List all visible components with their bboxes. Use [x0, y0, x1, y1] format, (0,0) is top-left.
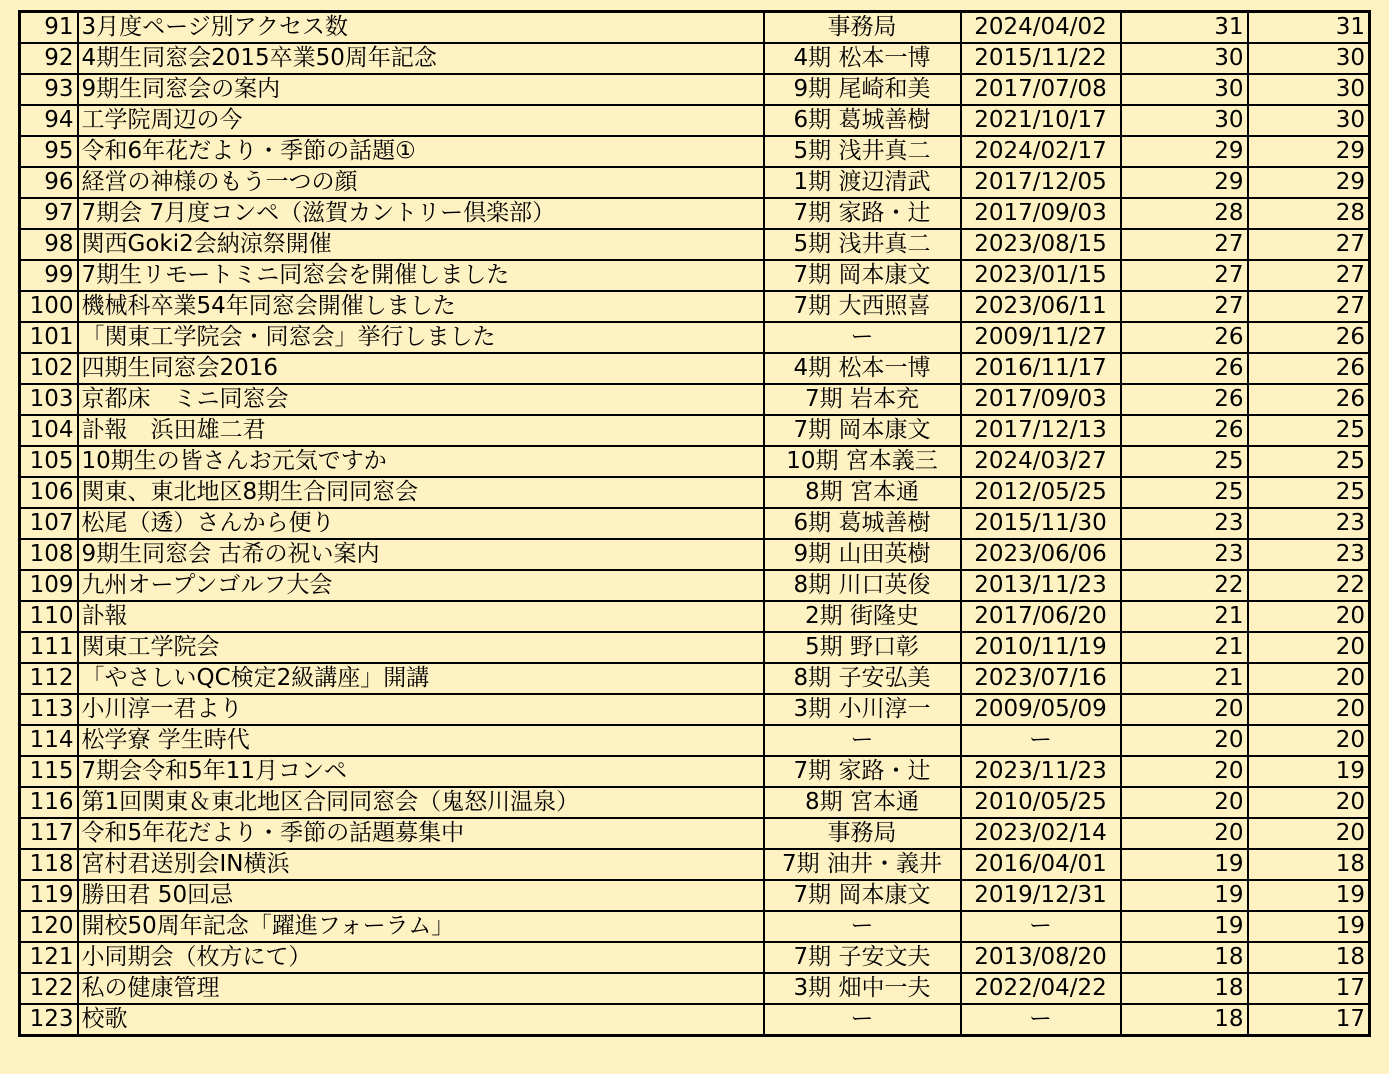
- page-title-cell: 3月度ページ別アクセス数: [78, 12, 764, 44]
- date-cell: 2017/07/08: [961, 74, 1121, 105]
- total-count-cell: 20: [1121, 725, 1248, 756]
- view-count-cell: 20: [1248, 632, 1370, 663]
- author-cell: 事務局: [764, 818, 961, 849]
- page-title-cell: 小川淳一君より: [78, 694, 764, 725]
- date-cell: 2023/08/15: [961, 229, 1121, 260]
- page-title-cell: 校歌: [78, 1004, 764, 1036]
- page-title-cell: 4期生同窓会2015卒業50周年記念: [78, 43, 764, 74]
- view-count-cell: 25: [1248, 477, 1370, 508]
- table-body: [20, 12, 1370, 1036]
- table-row: [20, 198, 1370, 229]
- row-number-cell: 98: [20, 229, 78, 260]
- author-cell: 9期 尾崎和美: [764, 74, 961, 105]
- total-count-cell: 21: [1121, 632, 1248, 663]
- view-count-cell: 22: [1248, 570, 1370, 601]
- view-count-cell: 25: [1248, 446, 1370, 477]
- table-row: [20, 725, 1370, 756]
- view-count-cell: 29: [1248, 136, 1370, 167]
- row-number-cell: 92: [20, 43, 78, 74]
- date-cell: 2010/05/25: [961, 787, 1121, 818]
- page-title-cell: 九州オープンゴルフ大会: [78, 570, 764, 601]
- total-count-cell: 30: [1121, 43, 1248, 74]
- date-cell: 2017/09/03: [961, 198, 1121, 229]
- author-cell: ー: [764, 322, 961, 353]
- total-count-cell: 30: [1121, 74, 1248, 105]
- author-cell: 6期 葛城善樹: [764, 508, 961, 539]
- table-row: [20, 694, 1370, 725]
- total-count-cell: 21: [1121, 601, 1248, 632]
- row-number-cell: 111: [20, 632, 78, 663]
- row-number-cell: 123: [20, 1004, 78, 1036]
- row-number-cell: 100: [20, 291, 78, 322]
- page-title-cell: 第1回関東＆東北地区合同同窓会（鬼怒川温泉）: [78, 787, 764, 818]
- page-title-cell: 勝田君 50回忌: [78, 880, 764, 911]
- date-cell: 2021/10/17: [961, 105, 1121, 136]
- total-count-cell: 25: [1121, 477, 1248, 508]
- row-number-cell: 103: [20, 384, 78, 415]
- table-row: [20, 477, 1370, 508]
- total-count-cell: 18: [1121, 973, 1248, 1004]
- view-count-cell: 30: [1248, 105, 1370, 136]
- author-cell: 8期 川口英俊: [764, 570, 961, 601]
- table-row: [20, 1004, 1370, 1036]
- author-cell: 5期 浅井真二: [764, 136, 961, 167]
- total-count-cell: 27: [1121, 229, 1248, 260]
- view-count-cell: 26: [1248, 322, 1370, 353]
- author-cell: 6期 葛城善樹: [764, 105, 961, 136]
- author-cell: 7期 油井・義井: [764, 849, 961, 880]
- author-cell: 7期 岡本康文: [764, 415, 961, 446]
- date-cell: 2009/05/09: [961, 694, 1121, 725]
- view-count-cell: 30: [1248, 43, 1370, 74]
- date-cell: 2012/05/25: [961, 477, 1121, 508]
- view-count-cell: 23: [1248, 539, 1370, 570]
- date-cell: 2017/09/03: [961, 384, 1121, 415]
- table-row: [20, 74, 1370, 105]
- total-count-cell: 30: [1121, 105, 1248, 136]
- view-count-cell: 27: [1248, 229, 1370, 260]
- row-number-cell: 99: [20, 260, 78, 291]
- row-number-cell: 107: [20, 508, 78, 539]
- view-count-cell: 30: [1248, 74, 1370, 105]
- row-number-cell: 94: [20, 105, 78, 136]
- page-title-cell: 7期生リモートミニ同窓会を開催しました: [78, 260, 764, 291]
- row-number-cell: 119: [20, 880, 78, 911]
- page-title-cell: 令和6年花だより・季節の話題①: [78, 136, 764, 167]
- date-cell: 2015/11/22: [961, 43, 1121, 74]
- total-count-cell: 26: [1121, 384, 1248, 415]
- page-title-cell: 7期会令和5年11月コンペ: [78, 756, 764, 787]
- table-row: [20, 849, 1370, 880]
- total-count-cell: 20: [1121, 756, 1248, 787]
- total-count-cell: 20: [1121, 818, 1248, 849]
- table-row: [20, 446, 1370, 477]
- table-row: [20, 43, 1370, 74]
- row-number-cell: 121: [20, 942, 78, 973]
- author-cell: 9期 山田英樹: [764, 539, 961, 570]
- view-count-cell: 28: [1248, 198, 1370, 229]
- page-title-cell: 京都床 ミニ同窓会: [78, 384, 764, 415]
- total-count-cell: 27: [1121, 260, 1248, 291]
- table-row: [20, 570, 1370, 601]
- author-cell: 7期 子安文夫: [764, 942, 961, 973]
- page-title-cell: 「関東工学院会・同窓会」挙行しました: [78, 322, 764, 353]
- total-count-cell: 19: [1121, 911, 1248, 942]
- view-count-cell: 20: [1248, 663, 1370, 694]
- view-count-cell: 27: [1248, 260, 1370, 291]
- total-count-cell: 29: [1121, 167, 1248, 198]
- row-number-cell: 93: [20, 74, 78, 105]
- row-number-cell: 116: [20, 787, 78, 818]
- date-cell: ー: [961, 911, 1121, 942]
- author-cell: 7期 岡本康文: [764, 880, 961, 911]
- view-count-cell: 26: [1248, 353, 1370, 384]
- author-cell: 8期 宮本通: [764, 477, 961, 508]
- author-cell: ー: [764, 1004, 961, 1036]
- total-count-cell: 27: [1121, 291, 1248, 322]
- table-row: [20, 322, 1370, 353]
- page-title-cell: 9期生同窓会の案内: [78, 74, 764, 105]
- total-count-cell: 19: [1121, 880, 1248, 911]
- author-cell: 7期 岩本充: [764, 384, 961, 415]
- total-count-cell: 31: [1121, 12, 1248, 44]
- table-row: [20, 415, 1370, 446]
- table-row: [20, 756, 1370, 787]
- row-number-cell: 120: [20, 911, 78, 942]
- row-number-cell: 109: [20, 570, 78, 601]
- total-count-cell: 18: [1121, 1004, 1248, 1036]
- date-cell: 2024/04/02: [961, 12, 1121, 44]
- row-number-cell: 106: [20, 477, 78, 508]
- date-cell: 2019/12/31: [961, 880, 1121, 911]
- page-title-cell: 関東、東北地区8期生合同同窓会: [78, 477, 764, 508]
- view-count-cell: 25: [1248, 415, 1370, 446]
- view-count-cell: 26: [1248, 384, 1370, 415]
- total-count-cell: 18: [1121, 942, 1248, 973]
- view-count-cell: 18: [1248, 942, 1370, 973]
- page-title-cell: 経営の神様のもう一つの顔: [78, 167, 764, 198]
- view-count-cell: 17: [1248, 1004, 1370, 1036]
- table-row: [20, 167, 1370, 198]
- page-title-cell: 機械科卒業54年同窓会開催しました: [78, 291, 764, 322]
- table-row: [20, 12, 1370, 44]
- view-count-cell: 17: [1248, 973, 1370, 1004]
- table-row: [20, 663, 1370, 694]
- page-title-cell: 松尾（透）さんから便り: [78, 508, 764, 539]
- total-count-cell: 23: [1121, 539, 1248, 570]
- table-row: [20, 384, 1370, 415]
- view-count-cell: 20: [1248, 818, 1370, 849]
- view-count-cell: 18: [1248, 849, 1370, 880]
- view-count-cell: 19: [1248, 880, 1370, 911]
- row-number-cell: 122: [20, 973, 78, 1004]
- date-cell: 2013/08/20: [961, 942, 1121, 973]
- author-cell: 3期 小川淳一: [764, 694, 961, 725]
- page-title-cell: 「やさしいQC検定2級講座」開講: [78, 663, 764, 694]
- row-number-cell: 96: [20, 167, 78, 198]
- total-count-cell: 20: [1121, 787, 1248, 818]
- date-cell: 2024/03/27: [961, 446, 1121, 477]
- page-title-cell: 関東工学院会: [78, 632, 764, 663]
- row-number-cell: 101: [20, 322, 78, 353]
- table-row: [20, 942, 1370, 973]
- date-cell: 2010/11/19: [961, 632, 1121, 663]
- table-row: [20, 291, 1370, 322]
- table-row: [20, 508, 1370, 539]
- table-row: [20, 787, 1370, 818]
- access-ranking-table: [18, 10, 1371, 1037]
- view-count-cell: 20: [1248, 601, 1370, 632]
- date-cell: 2023/07/16: [961, 663, 1121, 694]
- date-cell: 2015/11/30: [961, 508, 1121, 539]
- page-title-cell: 9期生同窓会 古希の祝い案内: [78, 539, 764, 570]
- date-cell: 2023/06/11: [961, 291, 1121, 322]
- table-row: [20, 539, 1370, 570]
- row-number-cell: 91: [20, 12, 78, 44]
- total-count-cell: 22: [1121, 570, 1248, 601]
- total-count-cell: 23: [1121, 508, 1248, 539]
- total-count-cell: 21: [1121, 663, 1248, 694]
- view-count-cell: 20: [1248, 787, 1370, 818]
- author-cell: 7期 家路・辻: [764, 198, 961, 229]
- date-cell: 2024/02/17: [961, 136, 1121, 167]
- row-number-cell: 102: [20, 353, 78, 384]
- author-cell: 8期 子安弘美: [764, 663, 961, 694]
- view-count-cell: 20: [1248, 694, 1370, 725]
- view-count-cell: 23: [1248, 508, 1370, 539]
- author-cell: ー: [764, 725, 961, 756]
- row-number-cell: 114: [20, 725, 78, 756]
- author-cell: 事務局: [764, 12, 961, 44]
- author-cell: 5期 浅井真二: [764, 229, 961, 260]
- total-count-cell: 26: [1121, 322, 1248, 353]
- date-cell: 2023/01/15: [961, 260, 1121, 291]
- page-title-cell: 訃報 浜田雄二君: [78, 415, 764, 446]
- view-count-cell: 31: [1248, 12, 1370, 44]
- view-count-cell: 19: [1248, 911, 1370, 942]
- author-cell: 3期 畑中一夫: [764, 973, 961, 1004]
- date-cell: 2017/12/13: [961, 415, 1121, 446]
- date-cell: 2009/11/27: [961, 322, 1121, 353]
- date-cell: 2023/02/14: [961, 818, 1121, 849]
- page-title-cell: 宮村君送別会IN横浜: [78, 849, 764, 880]
- page-title-cell: 松学寮 学生時代: [78, 725, 764, 756]
- date-cell: 2017/12/05: [961, 167, 1121, 198]
- table-row: [20, 260, 1370, 291]
- date-cell: 2017/06/20: [961, 601, 1121, 632]
- view-count-cell: 27: [1248, 291, 1370, 322]
- page-title-cell: 令和5年花だより・季節の話題募集中: [78, 818, 764, 849]
- row-number-cell: 112: [20, 663, 78, 694]
- row-number-cell: 95: [20, 136, 78, 167]
- total-count-cell: 28: [1121, 198, 1248, 229]
- page-title-cell: 訃報: [78, 601, 764, 632]
- date-cell: 2016/04/01: [961, 849, 1121, 880]
- view-count-cell: 19: [1248, 756, 1370, 787]
- total-count-cell: 19: [1121, 849, 1248, 880]
- row-number-cell: 113: [20, 694, 78, 725]
- row-number-cell: 97: [20, 198, 78, 229]
- table-row: [20, 911, 1370, 942]
- table-row: [20, 601, 1370, 632]
- author-cell: 7期 大西照喜: [764, 291, 961, 322]
- page-title-cell: 関西Goki2会納涼祭開催: [78, 229, 764, 260]
- author-cell: 10期 宮本義三: [764, 446, 961, 477]
- total-count-cell: 26: [1121, 415, 1248, 446]
- author-cell: 2期 街隆史: [764, 601, 961, 632]
- row-number-cell: 104: [20, 415, 78, 446]
- date-cell: 2016/11/17: [961, 353, 1121, 384]
- author-cell: 7期 家路・辻: [764, 756, 961, 787]
- table-row: [20, 353, 1370, 384]
- view-count-cell: 29: [1248, 167, 1370, 198]
- table-row: [20, 973, 1370, 1004]
- row-number-cell: 115: [20, 756, 78, 787]
- row-number-cell: 117: [20, 818, 78, 849]
- page-title-cell: 私の健康管理: [78, 973, 764, 1004]
- author-cell: 5期 野口彰: [764, 632, 961, 663]
- table-row: [20, 880, 1370, 911]
- date-cell: 2023/11/23: [961, 756, 1121, 787]
- total-count-cell: 25: [1121, 446, 1248, 477]
- row-number-cell: 110: [20, 601, 78, 632]
- table-row: [20, 229, 1370, 260]
- author-cell: 7期 岡本康文: [764, 260, 961, 291]
- page-title-cell: 小同期会（枚方にて）: [78, 942, 764, 973]
- author-cell: 8期 宮本通: [764, 787, 961, 818]
- date-cell: ー: [961, 725, 1121, 756]
- view-count-cell: 20: [1248, 725, 1370, 756]
- author-cell: 4期 松本一博: [764, 43, 961, 74]
- table-row: [20, 632, 1370, 663]
- author-cell: 4期 松本一博: [764, 353, 961, 384]
- table-row: [20, 136, 1370, 167]
- total-count-cell: 20: [1121, 694, 1248, 725]
- total-count-cell: 26: [1121, 353, 1248, 384]
- total-count-cell: 29: [1121, 136, 1248, 167]
- author-cell: 1期 渡辺清武: [764, 167, 961, 198]
- page-title-cell: 四期生同窓会2016: [78, 353, 764, 384]
- page-title-cell: 7期会 7月度コンペ（滋賀カントリー倶楽部）: [78, 198, 764, 229]
- page-title-cell: 開校50周年記念「躍進フォーラム」: [78, 911, 764, 942]
- author-cell: ー: [764, 911, 961, 942]
- table-row: [20, 818, 1370, 849]
- date-cell: ー: [961, 1004, 1121, 1036]
- row-number-cell: 105: [20, 446, 78, 477]
- row-number-cell: 108: [20, 539, 78, 570]
- date-cell: 2023/06/06: [961, 539, 1121, 570]
- page-title-cell: 工学院周辺の今: [78, 105, 764, 136]
- date-cell: 2013/11/23: [961, 570, 1121, 601]
- page-title-cell: 10期生の皆さんお元気ですか: [78, 446, 764, 477]
- row-number-cell: 118: [20, 849, 78, 880]
- table-row: [20, 105, 1370, 136]
- date-cell: 2022/04/22: [961, 973, 1121, 1004]
